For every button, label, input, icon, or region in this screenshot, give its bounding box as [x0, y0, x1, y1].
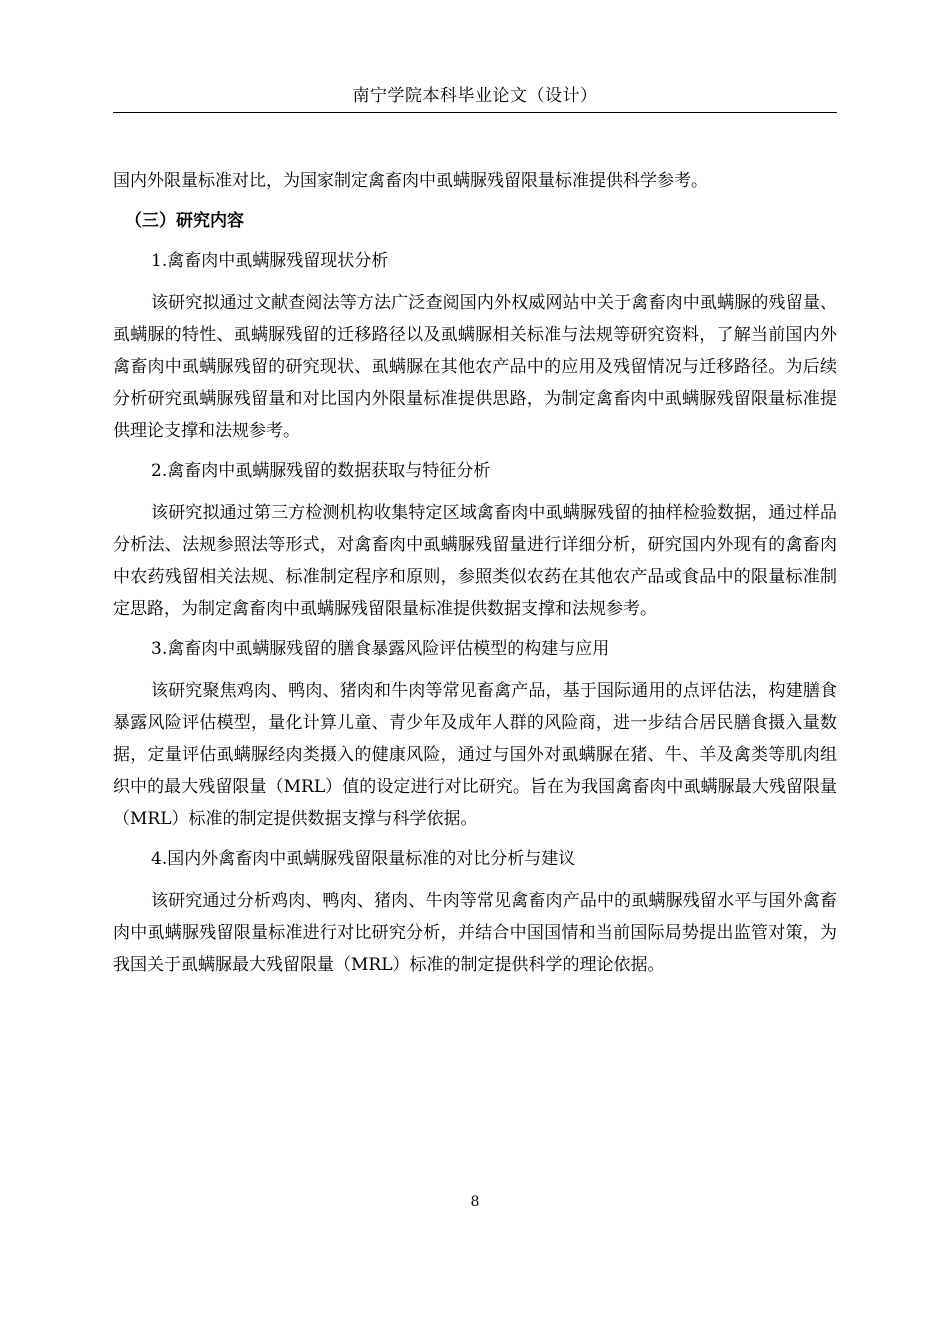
subsection-heading-4: 4.国内外禽畜肉中虱螨脲残留限量标准的对比分析与建议: [151, 849, 576, 869]
subsection-heading-2: 2.禽畜肉中虱螨脲残留的数据获取与特征分析: [151, 461, 491, 481]
subsection-paragraph-1: 该研究拟通过文献查阅法等方法广泛查阅国内外权威网站中关于禽畜肉中虱螨脲的残留量、虱螨脲的特性、虱螨脲残留的迁移路径以及虱螨脲相关标准与法规等研究资料，了解当前国内外禽畜肉中虱螨脲残留的研究现状、虱螨脲在其他农产品中的应用及残留情况与迁移路径。为后续分析研究虱螨脲残留量和对比国内外限量标准提供思路，为制定禽畜肉中虱螨脲残留限量标准提供理论支撑和法规参考。: [113, 293, 837, 441]
running-header: 南宁学院本科毕业论文（设计）: [352, 86, 598, 106]
header-divider: [113, 112, 837, 113]
main-content: [113, 165, 837, 981]
subsection-paragraph-4: 该研究通过分析鸡肉、鸭肉、猪肉、牛肉等常见禽畜肉产品中的虱螨脲残留水平与国外禽畜肉中虱螨脲残留限量标准进行对比研究分析，并结合中国国情和当前国际局势提出监管对策，为我国关于虱螨脲最大残留限量（MRL）标准的制定提供科学的理论依据。: [113, 891, 837, 975]
intro-paragraph: 国内外限量标准对比，为国家制定禽畜肉中虱螨脲残留限量标准提供科学参考。: [113, 171, 708, 191]
subsection-heading-3: 3.禽畜肉中虱螨脲残留的膳食暴露风险评估模型的构建与应用: [151, 639, 610, 659]
subsection-heading-1: 1.禽畜肉中虱螨脲残留现状分析: [151, 251, 389, 271]
subsection-paragraph-2: 该研究拟通过第三方检测机构收集特定区域禽畜肉中虱螨脲残留的抽样检验数据，通过样品分析法、法规参照法等形式，对禽畜肉中虱螨脲残留量进行详细分析，研究国内外现有的禽畜肉中农药残留相关法规、标准制定程序和原则，参照类似农药在其他农产品或食品中的限量标准制定思路，为制定禽畜肉中虱螨脲残留限量标准提供数据支撑和法规参考。: [113, 503, 837, 619]
subsection-paragraph-3: 该研究聚焦鸡肉、鸭肉、猪肉和牛肉等常见畜禽产品，基于国际通用的点评估法，构建膳食暴露风险评估模型，量化计算儿童、青少年及成年人群的风险商，进一步结合居民膳食摄入量数据，定量评估虱螨脲经肉类摄入的健康风险，通过与国外对虱螨脲在猪、牛、羊及禽类等肌肉组织中的最大残留限量（MRL）值的设定进行对比研究。旨在为我国禽畜肉中虱螨脲最大残留限量（MRL）标准的制定提供数据支撑与科学依据。: [113, 681, 837, 829]
section-heading: （三）研究内容: [125, 211, 244, 231]
page-number: 8: [470, 1194, 480, 1210]
